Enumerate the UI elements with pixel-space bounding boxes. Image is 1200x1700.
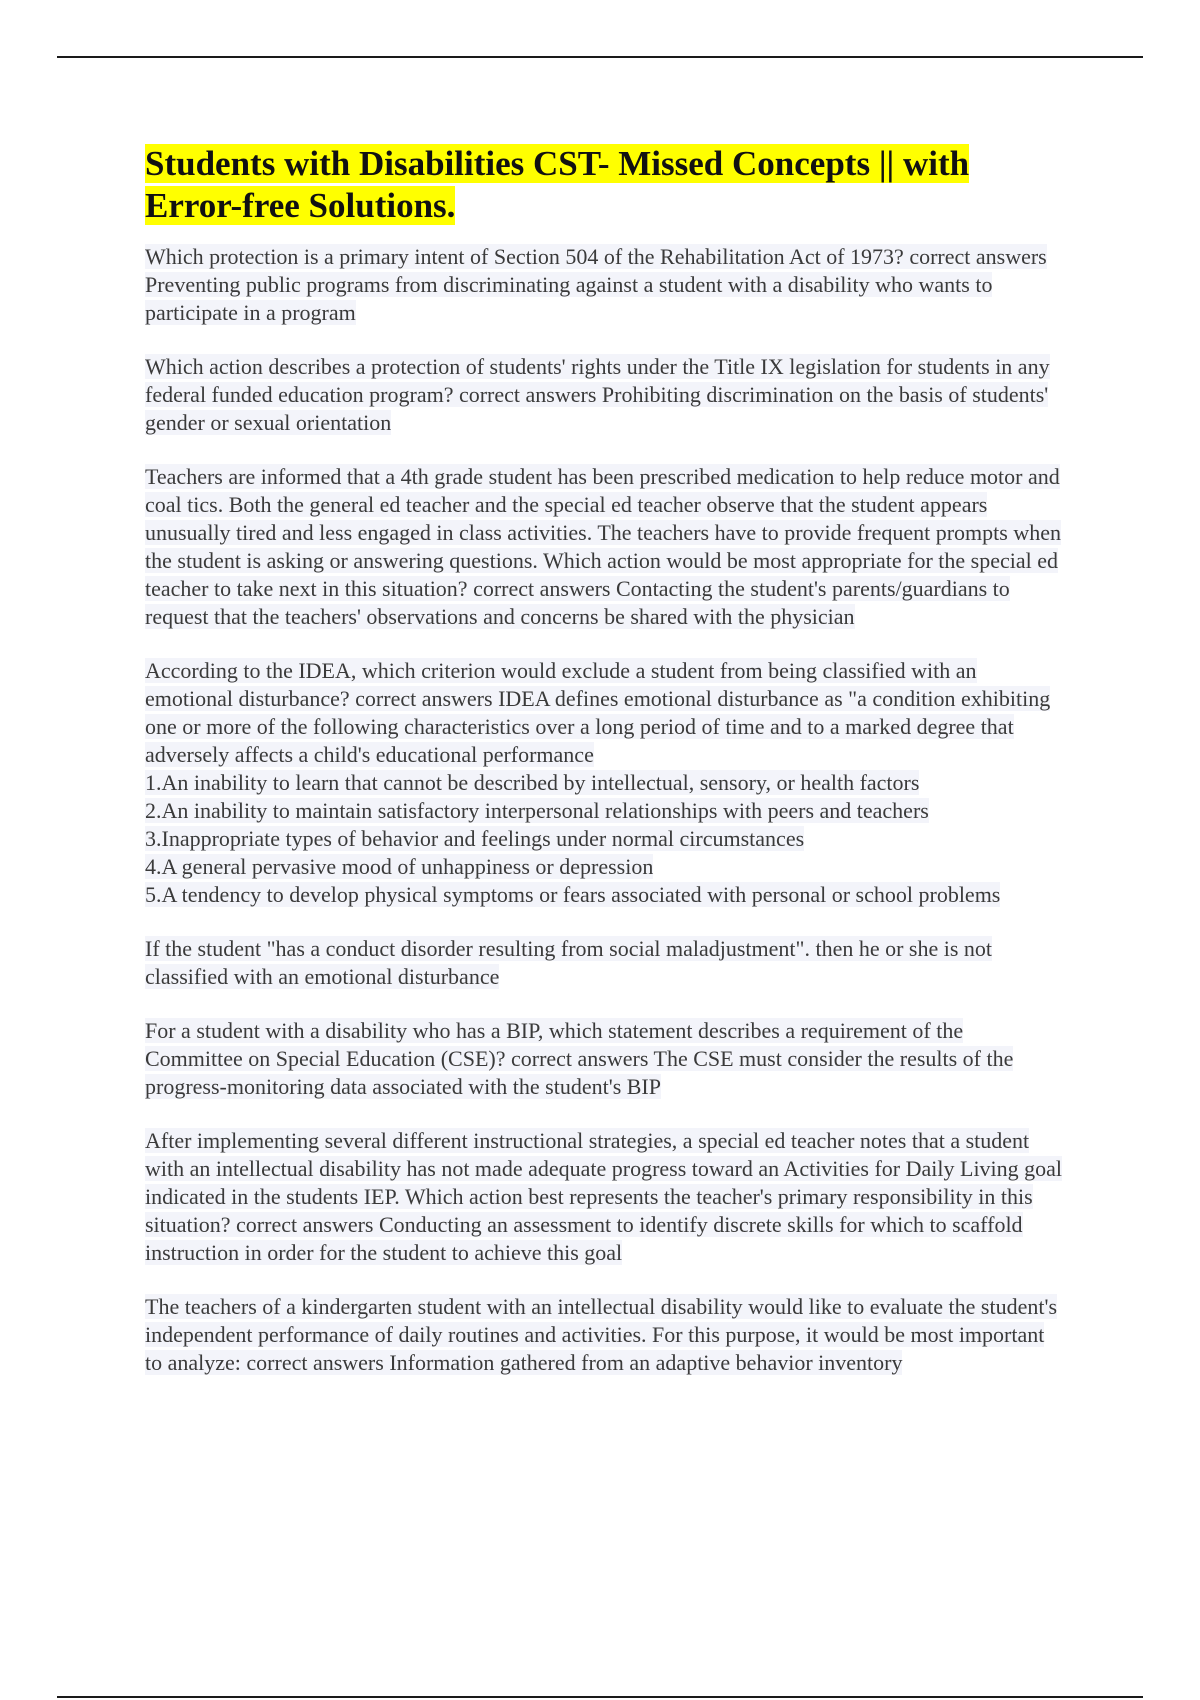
document-title-text: Students with Disabilities CST- Missed Concepts || with Error-free Solutions. <box>145 144 970 225</box>
qa-block-3 <box>145 463 1065 631</box>
qa-block-text: Which action describes a protection of students' rights under the Title IX legislation for students in any federal funded education program? correct answers Prohibiting discrimination on the basis of students' gender or sexual orientation <box>145 354 1050 435</box>
qa-block-text: After implementing several different instructional strategies, a special ed teacher notes that a student with an intellectual disability has not made adequate progress toward an Activities for Daily Living goal indicated in the students IEP. Which action best represents the teacher's primary responsibility in this situation? correct answers Conducting an assessment to identify discrete skills for which to scaffold instruction in order for the student to achieve this goal <box>145 1128 1063 1265</box>
qa-block-5 <box>145 935 1065 991</box>
qa-block-8 <box>145 1293 1065 1377</box>
qa-block-6 <box>145 1017 1065 1101</box>
qa-block-text: If the student "has a conduct disorder resulting from social maladjustment". then he or she is not classified with an emotional disturbance <box>145 936 993 989</box>
qa-block-text: Teachers are informed that a 4th grade student has been prescribed medication to help reduce motor and coal tics. Both the general ed teacher and the special ed teacher observe that the student appears unusually tired and less engaged in class activities. The teachers have to provide frequent prompts when the student is asking or answering questions. Which action would be most appropriate for the special ed teacher to take next in this situation? correct answers Contacting the student's parents/guardians to request that the teachers' observations and concerns be shared with the physician <box>145 464 1061 629</box>
qa-block-4 <box>145 657 1065 909</box>
bottom-rule <box>57 1696 1143 1698</box>
document-body <box>145 143 1065 1403</box>
top-rule <box>57 56 1143 58</box>
document-title <box>145 143 1065 227</box>
qa-block-2 <box>145 353 1065 437</box>
qa-block-7 <box>145 1127 1065 1267</box>
qa-block-text: For a student with a disability who has a BIP, which statement describes a requirement of the Committee on Special Education (CSE)? correct answers The CSE must consider the results of the progress-monitoring data associated with the student's BIP <box>145 1018 1014 1099</box>
qa-block-text: Which protection is a primary intent of Section 504 of the Rehabilitation Act of 1973? correct answers Preventing public programs from discriminating against a student with a disability who wants to participate in a program <box>145 244 1047 325</box>
qa-block-text: The teachers of a kindergarten student with an intellectual disability would like to evaluate the student's independent performance of daily routines and activities. For this purpose, it would be most important to analyze: correct answers Information gathered from an adaptive behavior inventory <box>145 1294 1058 1375</box>
qa-block-text: According to the IDEA, which criterion would exclude a student from being classified with an emotional disturbance? correct answers IDEA defines emotional disturbance as "a condition exhibiting one or more of the following characteristics over a long period of time and to a marked degree that adversely affects a child's educational performance 1.An inability to learn that cannot be described by intellectual, sensory, or health factors 2.An inability to maintain satisfactory interpersonal relationships with peers and teachers 3.Inappropriate types of behavior and feelings under normal circumstances 4.A general pervasive mood of unhappiness or depression 5.A tendency to develop physical symptoms or fears associated with personal or school problems <box>145 658 1051 907</box>
qa-block-1 <box>145 243 1065 327</box>
